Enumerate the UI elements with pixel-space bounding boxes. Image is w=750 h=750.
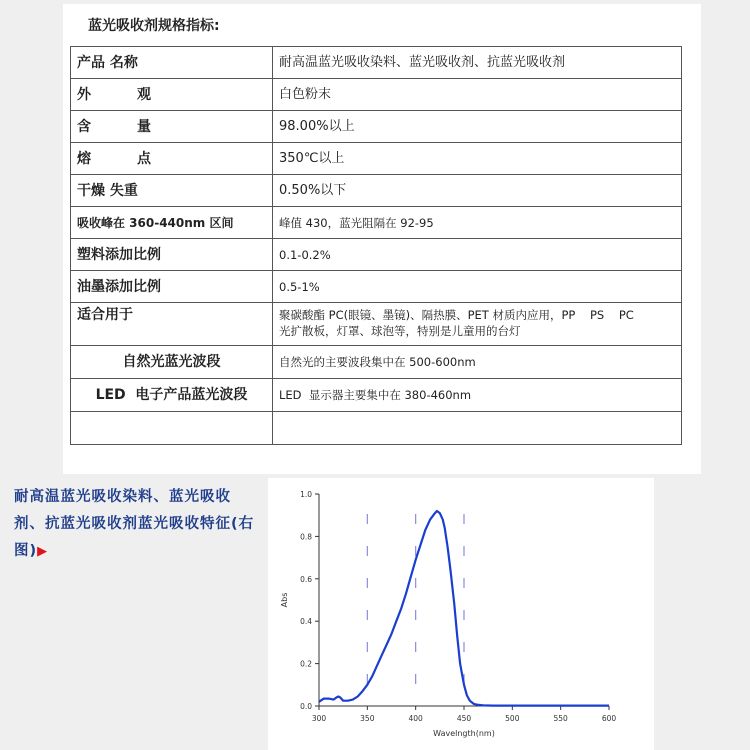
table-row xyxy=(71,412,682,445)
table-row xyxy=(71,111,682,143)
spec-value: 0.50%以下 xyxy=(273,175,682,207)
table-row xyxy=(71,79,682,111)
spec-label-empty xyxy=(71,412,273,445)
side-note xyxy=(14,484,259,565)
y-axis-label: Abs xyxy=(280,592,289,608)
table-row xyxy=(71,47,682,79)
absorption-chart xyxy=(268,478,654,750)
spec-value xyxy=(273,303,682,346)
spec-label-part: 量 xyxy=(137,118,151,135)
spec-panel xyxy=(63,4,701,474)
spec-label: 产品 名称 xyxy=(71,47,273,79)
spec-value: 白色粉末 xyxy=(273,79,682,111)
spec-value-line: 聚碳酸酯 PC(眼镜、墨镜)、隔热膜、PET 材质内应用，PP PS PC xyxy=(279,308,634,322)
spec-label: 塑料添加比例 xyxy=(71,239,273,271)
spec-label xyxy=(71,143,273,175)
spec-value: 98.00%以上 xyxy=(273,111,682,143)
table-row xyxy=(71,207,682,239)
table-row xyxy=(71,346,682,379)
spec-title: 蓝光吸收剂规格指标: xyxy=(88,18,220,34)
chart-panel xyxy=(268,478,654,750)
table-row xyxy=(71,175,682,207)
spec-label: 油墨添加比例 xyxy=(71,271,273,303)
spec-value-empty xyxy=(273,412,682,445)
spec-label xyxy=(71,111,273,143)
spec-value-line: 光扩散板，灯罩、球泡等，特别是儿童用的台灯 xyxy=(279,324,521,338)
spec-label: 自然光蓝光波段 xyxy=(71,346,273,379)
y-tick-label: 0.4 xyxy=(300,617,312,627)
table-row xyxy=(71,271,682,303)
spec-value: 0.5-1% xyxy=(273,271,682,303)
x-tick-label: 350 xyxy=(360,714,375,723)
play-arrow-icon: ▶ xyxy=(37,544,49,559)
x-tick-label: 600 xyxy=(601,714,617,723)
table-row xyxy=(71,379,682,412)
spec-label: 干燥 失重 xyxy=(71,175,273,207)
spec-label: LED 电子产品蓝光波段 xyxy=(71,379,273,412)
table-row xyxy=(71,143,682,175)
spec-label-part: 点 xyxy=(137,150,151,167)
x-axis-label: Wavelngth(nm) xyxy=(433,729,495,738)
spec-label-part: 观 xyxy=(137,86,151,103)
y-tick-label: 0.8 xyxy=(300,532,312,542)
y-tick-label: 0.2 xyxy=(300,659,312,669)
table-row xyxy=(71,239,682,271)
x-tick-label: 300 xyxy=(311,714,327,723)
spec-value: 峰值 430，蓝光阻隔在 92-95 xyxy=(273,207,682,239)
x-tick-label: 550 xyxy=(553,714,568,723)
x-tick-label: 400 xyxy=(408,714,423,723)
spec-value: LED 显示器主要集中在 380-460nm xyxy=(273,379,682,412)
x-tick-label: 500 xyxy=(505,714,520,723)
spec-label-part: 含 xyxy=(77,118,91,135)
spec-label-part: 熔 xyxy=(77,150,91,167)
spec-label: 吸收峰在 360-440nm 区间 xyxy=(71,207,273,239)
spec-label: 适合用于 xyxy=(71,303,273,346)
table-row xyxy=(71,303,682,346)
x-tick-label: 450 xyxy=(456,714,472,723)
side-note-text: 耐高温蓝光吸收染料、蓝光吸收剂、抗蓝光吸收剂蓝光吸收特征(右图) xyxy=(14,489,255,559)
spec-value: 0.1-0.2% xyxy=(273,239,682,271)
y-tick-label: 0.6 xyxy=(300,574,312,584)
spec-label-part: 外 xyxy=(77,86,91,103)
y-tick-label: 0.0 xyxy=(300,702,312,711)
spec-label xyxy=(71,79,273,111)
spec-table xyxy=(70,46,682,445)
y-tick-label: 1.0 xyxy=(300,490,312,499)
spec-value: 350℃以上 xyxy=(273,143,682,175)
spec-value: 耐高温蓝光吸收染料、蓝光吸收剂、抗蓝光吸收剂 xyxy=(273,47,682,79)
spec-value: 自然光的主要波段集中在 500-600nm xyxy=(273,346,682,379)
